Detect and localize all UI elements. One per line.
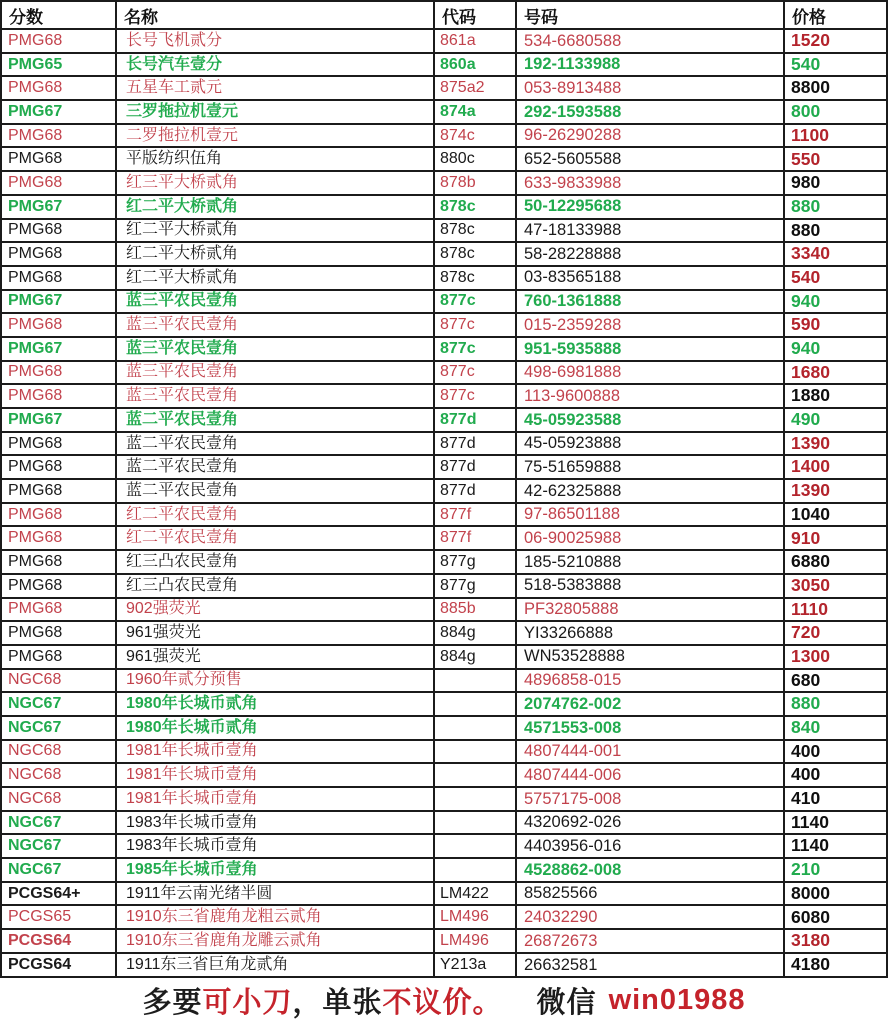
- cell-price: 6880: [784, 550, 887, 574]
- table-row: [1, 834, 887, 858]
- cell-price: 400: [784, 763, 887, 787]
- cell-price: 940: [784, 290, 887, 314]
- cell-number: 633-9833988: [516, 171, 784, 195]
- cell-price: 3180: [784, 929, 887, 953]
- cell-grade: PMG68: [1, 266, 116, 290]
- cell-name: 蓝三平农民壹角: [116, 384, 434, 408]
- cell-code: [434, 740, 516, 764]
- cell-price: 1040: [784, 503, 887, 527]
- cell-grade: PMG68: [1, 574, 116, 598]
- table-row: [1, 763, 887, 787]
- footer-segment: 可小刀: [202, 986, 293, 1019]
- cell-grade: PMG68: [1, 598, 116, 622]
- cell-name: 蓝二平农民壹角: [116, 479, 434, 503]
- cell-code: Y213a: [434, 953, 516, 977]
- cell-code: 861a: [434, 29, 516, 53]
- cell-price: 400: [784, 740, 887, 764]
- cell-number: 06-90025988: [516, 526, 784, 550]
- table-row: [1, 479, 887, 503]
- cell-price: 1400: [784, 455, 887, 479]
- cell-grade: PMG68: [1, 621, 116, 645]
- cell-grade: PMG68: [1, 313, 116, 337]
- footer-note: [0, 978, 888, 1022]
- cell-number: 26632581: [516, 953, 784, 977]
- cell-name: 二罗拖拉机壹元: [116, 124, 434, 148]
- cell-name: 961强荧光: [116, 645, 434, 669]
- cell-grade: PMG68: [1, 645, 116, 669]
- cell-number: 015-2359288: [516, 313, 784, 337]
- table-row: [1, 384, 887, 408]
- cell-name: 蓝二平农民壹角: [116, 408, 434, 432]
- cell-number: WN53528888: [516, 645, 784, 669]
- cell-code: 874c: [434, 124, 516, 148]
- cell-name: 红三凸农民壹角: [116, 574, 434, 598]
- table-row: [1, 29, 887, 53]
- cell-code: [434, 787, 516, 811]
- table-row: [1, 669, 887, 693]
- cell-code: 877g: [434, 574, 516, 598]
- cell-number: 42-62325888: [516, 479, 784, 503]
- cell-price: 410: [784, 787, 887, 811]
- cell-grade: PMG68: [1, 147, 116, 171]
- cell-number: 4320692-026: [516, 811, 784, 835]
- cell-grade: PMG65: [1, 53, 116, 77]
- cell-code: 878c: [434, 242, 516, 266]
- cell-price: 1390: [784, 479, 887, 503]
- table-row: [1, 219, 887, 243]
- footer-segment: 单张: [322, 986, 383, 1019]
- cell-number: 534-6680588: [516, 29, 784, 53]
- cell-name: 1911东三省巨角龙贰角: [116, 953, 434, 977]
- cell-grade: PCGS65: [1, 905, 116, 929]
- cell-code: [434, 834, 516, 858]
- cell-code: 878c: [434, 266, 516, 290]
- cell-grade: PMG68: [1, 29, 116, 53]
- cell-grade: NGC67: [1, 834, 116, 858]
- cell-name: 1960年贰分预售: [116, 669, 434, 693]
- cell-name: 红二平农民壹角: [116, 503, 434, 527]
- cell-number: 192-1133988: [516, 53, 784, 77]
- cell-number: 5757175-008: [516, 787, 784, 811]
- cell-name: 1981年长城币壹角: [116, 763, 434, 787]
- cell-name: 蓝二平农民壹角: [116, 432, 434, 456]
- cell-price: 8000: [784, 882, 887, 906]
- cell-name: 1980年长城币贰角: [116, 716, 434, 740]
- cell-name: 红三平大桥贰角: [116, 171, 434, 195]
- cell-number: 951-5935888: [516, 337, 784, 361]
- cell-grade: PMG68: [1, 432, 116, 456]
- cell-name: 红二平大桥贰角: [116, 219, 434, 243]
- cell-grade: NGC67: [1, 858, 116, 882]
- table-row: [1, 124, 887, 148]
- cell-grade: PMG67: [1, 195, 116, 219]
- cell-name: 平版纺织伍角: [116, 147, 434, 171]
- cell-code: [434, 763, 516, 787]
- table-row: [1, 645, 887, 669]
- cell-name: 1985年长城币壹角: [116, 858, 434, 882]
- cell-grade: PMG68: [1, 550, 116, 574]
- cell-number: 03-83565188: [516, 266, 784, 290]
- cell-price: 980: [784, 171, 887, 195]
- cell-number: 24032290: [516, 905, 784, 929]
- column-header-grade: 分数: [1, 1, 116, 29]
- table-row: [1, 716, 887, 740]
- cell-number: YI33266888: [516, 621, 784, 645]
- table-row: [1, 621, 887, 645]
- cell-grade: PCGS64+: [1, 882, 116, 906]
- cell-grade: PMG68: [1, 171, 116, 195]
- table-row: [1, 242, 887, 266]
- cell-price: 540: [784, 266, 887, 290]
- cell-number: 760-1361888: [516, 290, 784, 314]
- table-row: [1, 290, 887, 314]
- cell-number: 47-18133988: [516, 219, 784, 243]
- cell-code: 884g: [434, 645, 516, 669]
- cell-number: 45-05923888: [516, 432, 784, 456]
- cell-code: [434, 669, 516, 693]
- footer-segment: 多要: [142, 986, 203, 1019]
- cell-grade: PMG68: [1, 503, 116, 527]
- table-row: [1, 503, 887, 527]
- cell-grade: PCGS64: [1, 953, 116, 977]
- cell-number: 185-5210888: [516, 550, 784, 574]
- cell-code: 877c: [434, 313, 516, 337]
- cell-price: 3050: [784, 574, 887, 598]
- cell-price: 210: [784, 858, 887, 882]
- cell-price: 590: [784, 313, 887, 337]
- cell-grade: NGC67: [1, 716, 116, 740]
- cell-price: 840: [784, 716, 887, 740]
- table-row: [1, 171, 887, 195]
- cell-number: 652-5605588: [516, 147, 784, 171]
- cell-price: 1680: [784, 361, 887, 385]
- footer-segment: 。: [472, 986, 503, 1019]
- cell-code: LM496: [434, 929, 516, 953]
- table-row: [1, 740, 887, 764]
- cell-number: 4403956-016: [516, 834, 784, 858]
- table-row: [1, 337, 887, 361]
- cell-grade: NGC68: [1, 740, 116, 764]
- footer-segment: ，: [292, 986, 323, 1019]
- cell-name: 红三凸农民壹角: [116, 550, 434, 574]
- cell-code: 880c: [434, 147, 516, 171]
- cell-number: 75-51659888: [516, 455, 784, 479]
- cell-code: 878b: [434, 171, 516, 195]
- cell-price: 1100: [784, 124, 887, 148]
- cell-number: 292-1593588: [516, 100, 784, 124]
- cell-grade: PMG67: [1, 100, 116, 124]
- cell-price: 1880: [784, 384, 887, 408]
- cell-code: 885b: [434, 598, 516, 622]
- cell-number: 97-86501188: [516, 503, 784, 527]
- cell-code: 877d: [434, 408, 516, 432]
- cell-price: 3340: [784, 242, 887, 266]
- cell-code: 860a: [434, 53, 516, 77]
- footer-segment: 不议价: [382, 986, 473, 1019]
- table-row: [1, 692, 887, 716]
- cell-name: 902强荧光: [116, 598, 434, 622]
- cell-grade: NGC67: [1, 692, 116, 716]
- table-row: [1, 195, 887, 219]
- table-row: [1, 432, 887, 456]
- cell-code: 877c: [434, 361, 516, 385]
- cell-price: 4180: [784, 953, 887, 977]
- cell-code: 877d: [434, 432, 516, 456]
- cell-price: 910: [784, 526, 887, 550]
- cell-name: 1981年长城币壹角: [116, 787, 434, 811]
- cell-number: 4807444-006: [516, 763, 784, 787]
- table-row: [1, 929, 887, 953]
- header-row: [1, 1, 887, 29]
- cell-code: 875a2: [434, 76, 516, 100]
- cell-price: 880: [784, 692, 887, 716]
- cell-number: 4896858-015: [516, 669, 784, 693]
- cell-number: 053-8913488: [516, 76, 784, 100]
- cell-name: 961强荧光: [116, 621, 434, 645]
- cell-number: 2074762-002: [516, 692, 784, 716]
- cell-name: 1910东三省鹿角龙粗云贰角: [116, 905, 434, 929]
- cell-number: 96-26290288: [516, 124, 784, 148]
- cell-number: 4528862-008: [516, 858, 784, 882]
- cell-grade: NGC68: [1, 763, 116, 787]
- cell-code: [434, 811, 516, 835]
- cell-price: 940: [784, 337, 887, 361]
- cell-number: PF32805888: [516, 598, 784, 622]
- cell-name: 红二平农民壹角: [116, 526, 434, 550]
- cell-grade: NGC68: [1, 669, 116, 693]
- cell-code: [434, 692, 516, 716]
- cell-code: 877c: [434, 290, 516, 314]
- cell-code: 878c: [434, 219, 516, 243]
- cell-name: 1911年云南光绪半圆: [116, 882, 434, 906]
- cell-grade: PCGS64: [1, 929, 116, 953]
- cell-name: 三罗拖拉机壹元: [116, 100, 434, 124]
- cell-name: 1983年长城币壹角: [116, 834, 434, 858]
- cell-price: 1520: [784, 29, 887, 53]
- table-row: [1, 266, 887, 290]
- table-row: [1, 858, 887, 882]
- cell-name: 红二平大桥贰角: [116, 242, 434, 266]
- table-row: [1, 526, 887, 550]
- cell-price: 880: [784, 195, 887, 219]
- cell-name: 蓝三平农民壹角: [116, 361, 434, 385]
- table-row: [1, 408, 887, 432]
- cell-code: 877f: [434, 526, 516, 550]
- cell-grade: NGC68: [1, 787, 116, 811]
- cell-grade: PMG68: [1, 455, 116, 479]
- column-header-number: 号码: [516, 1, 784, 29]
- cell-price: 490: [784, 408, 887, 432]
- table-row: [1, 953, 887, 977]
- cell-name: 红二平大桥贰角: [116, 195, 434, 219]
- cell-grade: PMG67: [1, 337, 116, 361]
- cell-price: 1110: [784, 598, 887, 622]
- cell-code: LM496: [434, 905, 516, 929]
- column-header-name: 名称: [116, 1, 434, 29]
- cell-number: 518-5383888: [516, 574, 784, 598]
- cell-code: 877d: [434, 479, 516, 503]
- cell-price: 1390: [784, 432, 887, 456]
- table-row: [1, 147, 887, 171]
- cell-name: 蓝三平农民壹角: [116, 337, 434, 361]
- cell-name: 蓝二平农民壹角: [116, 455, 434, 479]
- footer-segment: 微信: [536, 986, 597, 1019]
- cell-name: 蓝三平农民壹角: [116, 313, 434, 337]
- cell-price: 1140: [784, 834, 887, 858]
- cell-price: 1300: [784, 645, 887, 669]
- cell-price: 800: [784, 100, 887, 124]
- cell-number: 113-9600888: [516, 384, 784, 408]
- cell-price: 1140: [784, 811, 887, 835]
- table-row: [1, 313, 887, 337]
- cell-code: 877c: [434, 337, 516, 361]
- table-row: [1, 574, 887, 598]
- cell-grade: PMG68: [1, 124, 116, 148]
- cell-grade: PMG68: [1, 479, 116, 503]
- cell-code: 877g: [434, 550, 516, 574]
- cell-code: 877d: [434, 455, 516, 479]
- cell-name: 1910东三省鹿角龙雕云贰角: [116, 929, 434, 953]
- cell-number: 26872673: [516, 929, 784, 953]
- cell-number: 45-05923588: [516, 408, 784, 432]
- cell-grade: PMG67: [1, 408, 116, 432]
- table-row: [1, 76, 887, 100]
- cell-grade: PMG68: [1, 361, 116, 385]
- table-row: [1, 455, 887, 479]
- cell-price: 8800: [784, 76, 887, 100]
- cell-price: 540: [784, 53, 887, 77]
- table-row: [1, 53, 887, 77]
- cell-grade: PMG68: [1, 384, 116, 408]
- cell-name: 1981年长城币壹角: [116, 740, 434, 764]
- column-header-price: 价格: [784, 1, 887, 29]
- footer-segment: win01988: [608, 983, 746, 1016]
- cell-grade: PMG68: [1, 526, 116, 550]
- cell-price: 680: [784, 669, 887, 693]
- cell-grade: NGC67: [1, 811, 116, 835]
- cell-name: 蓝三平农民壹角: [116, 290, 434, 314]
- cell-price: 550: [784, 147, 887, 171]
- cell-number: 4571553-008: [516, 716, 784, 740]
- cell-code: 878c: [434, 195, 516, 219]
- table-row: [1, 811, 887, 835]
- cell-code: 877c: [434, 384, 516, 408]
- table-row: [1, 598, 887, 622]
- cell-code: 874a: [434, 100, 516, 124]
- cell-number: 4807444-001: [516, 740, 784, 764]
- cell-code: [434, 858, 516, 882]
- cell-name: 1980年长城币贰角: [116, 692, 434, 716]
- cell-number: 85825566: [516, 882, 784, 906]
- table-row: [1, 361, 887, 385]
- cell-price: 6080: [784, 905, 887, 929]
- cell-name: 五星车工贰元: [116, 76, 434, 100]
- cell-grade: PMG68: [1, 219, 116, 243]
- column-header-code: 代码: [434, 1, 516, 29]
- cell-number: 58-28228888: [516, 242, 784, 266]
- table-row: [1, 100, 887, 124]
- cell-grade: PMG68: [1, 242, 116, 266]
- cell-price: 720: [784, 621, 887, 645]
- cell-name: 红二平大桥贰角: [116, 266, 434, 290]
- table-row: [1, 882, 887, 906]
- cell-grade: PMG68: [1, 76, 116, 100]
- cell-number: 498-6981888: [516, 361, 784, 385]
- cell-name: 1983年长城币壹角: [116, 811, 434, 835]
- table-row: [1, 905, 887, 929]
- cell-code: 884g: [434, 621, 516, 645]
- cell-code: 877f: [434, 503, 516, 527]
- cell-name: 长号飞机贰分: [116, 29, 434, 53]
- table-row: [1, 787, 887, 811]
- cell-name: 长号汽车壹分: [116, 53, 434, 77]
- table-row: [1, 550, 887, 574]
- cell-code: LM422: [434, 882, 516, 906]
- cell-code: [434, 716, 516, 740]
- cell-price: 880: [784, 219, 887, 243]
- cell-grade: PMG67: [1, 290, 116, 314]
- cell-number: 50-12295688: [516, 195, 784, 219]
